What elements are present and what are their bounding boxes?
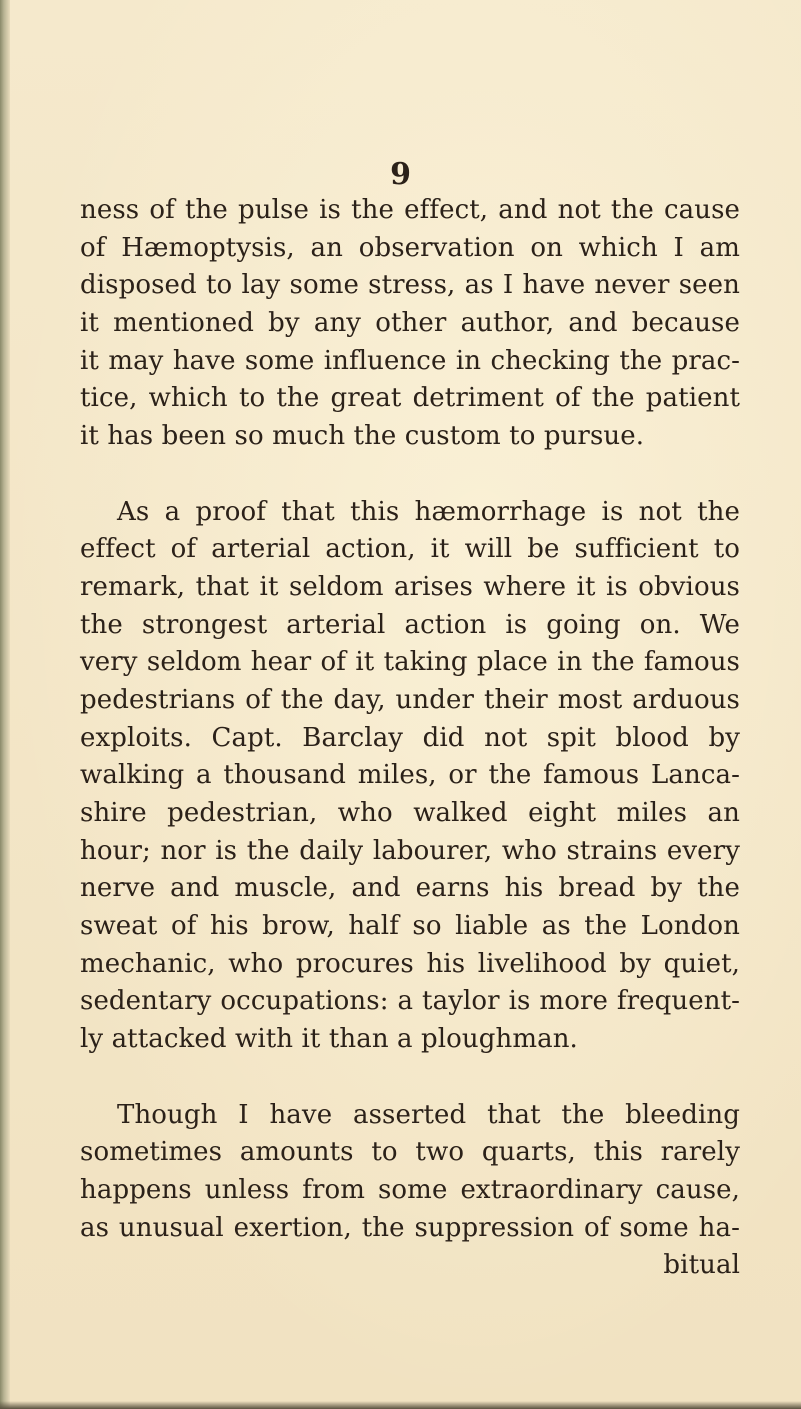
text-line: Though I have asserted that the bleeding: [117, 1099, 740, 1130]
body-text: [80, 192, 740, 1285]
paragraph-gap: [80, 1059, 740, 1097]
text-line: tice, which to the great detriment of the patient: [80, 383, 740, 414]
text-line: sedentary occupations: a taylor is more frequent-: [80, 986, 740, 1017]
text-line: as unusual exertion, the suppression of some ha-: [80, 1212, 740, 1243]
text-line: sometimes amounts to two quarts, this rarely: [80, 1137, 740, 1168]
text-line: of Hæmoptysis, an observation on which I am: [80, 232, 740, 263]
text-line: sweat of his brow, half so liable as the London: [80, 911, 740, 942]
text-line: very seldom hear of it taking place in the famous: [80, 647, 740, 678]
text-line: it mentioned by any other author, and because: [80, 308, 740, 339]
text-line: happens unless from some extraordinary cause,: [80, 1174, 740, 1205]
text-line: remark, that it seldom arises where it is obvious: [80, 571, 740, 602]
text-line: mechanic, who procures his livelihood by quiet,: [80, 948, 740, 979]
text-line: the strongest arterial action is going on. We: [80, 609, 740, 640]
text-line: nerve and muscle, and earns his bread by the: [80, 873, 740, 904]
page-bottom-edge: [0, 1401, 801, 1409]
paragraph-gap: [80, 456, 740, 494]
text-line: exploits. Capt. Barclay did not spit blood by: [80, 722, 740, 753]
text-line: it may have some influence in checking the prac-: [80, 345, 740, 376]
text-line: disposed to lay some stress, as I have never seen: [80, 270, 740, 301]
text-line: walking a thousand miles, or the famous Lanca-: [80, 760, 740, 791]
page-number: 9: [390, 157, 411, 192]
text-line: shire pedestrian, who walked eight miles an: [80, 798, 740, 828]
catchword: bitual: [663, 1250, 740, 1281]
text-line: hour; nor is the daily labourer, who strains every: [80, 835, 740, 866]
text-line: As a proof that this hæmorrhage is not the: [117, 496, 740, 527]
text-line: ly attacked with it than a ploughman.: [80, 1024, 578, 1055]
text-line: it has been so much the custom to pursue.: [80, 421, 645, 452]
text-line: effect of arterial action, it will be sufficient to: [80, 534, 740, 565]
text-line: pedestrians of the day, under their most arduous: [80, 684, 740, 715]
text-line: ness of the pulse is the effect, and not the cause: [80, 195, 740, 225]
page-gutter: [0, 0, 10, 1409]
